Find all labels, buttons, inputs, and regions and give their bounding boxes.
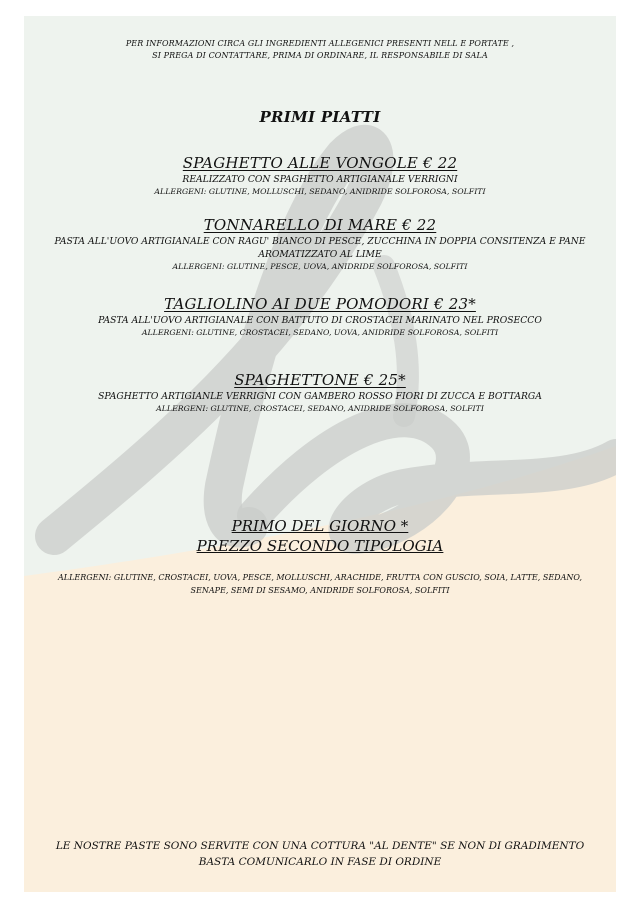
footer-line-2: BASTA COMUNICARLO IN FASE DI ORDINE — [198, 856, 442, 868]
menu-content — [24, 16, 616, 892]
dish-allergens: ALLERGENI: GLUTINE, MOLLUSCHI, SEDANO, ANIDRIDE SOLFOROSA, SOLFITI — [154, 187, 486, 196]
section-title: PRIMI PIATTI — [259, 108, 381, 126]
primo-del-giorno-allergens — [24, 571, 616, 597]
dish-name: TAGLIOLINO AI DUE POMODORI € 23* — [164, 295, 476, 313]
dish-name: SPAGHETTO ALLE VONGOLE € 22 — [182, 154, 458, 172]
notice-line-1: PER INFORMAZIONI CIRCA GLI INGREDIENTI ALLEGENICI PRESENTI NELL E PORTATE , — [125, 39, 515, 48]
dish-allergens: ALLERGENI: GLUTINE, CROSTACEI, SEDANO, ANIDRIDE SOLFOROSA, SOLFITI — [156, 404, 484, 413]
notice-line-2: SI PREGA DI CONTATTARE, PRIMA DI ORDINARE, IL RESPONSABILE DI SALA — [152, 51, 488, 60]
dish-allergens: ALLERGENI: GLUTINE, PESCE, UOVA, ANIDRIDE SOLFOROSA, SOLFITI — [172, 262, 468, 271]
primo-del-giorno-price: PREZZO SECONDO TIPOLOGIA — [196, 537, 444, 555]
primo-del-giorno — [24, 516, 616, 556]
allergens-line-1: ALLERGENI: GLUTINE, CROSTACEI, UOVA, PESCE, MOLLUSCHI, ARACHIDE, FRUTTA CON GUSCIO, SOIA, LATTE, SEDANO, — [58, 573, 582, 582]
dish-description: PASTA ALL'UOVO ARTIGIANALE CON RAGU' BIANCO DI PESCE, ZUCCHINA IN DOPPIA CONSITENZA E PANE — [54, 236, 586, 247]
dish-item — [24, 215, 616, 273]
dish-description: AROMATIZZATO AL LIME — [258, 249, 382, 260]
allergen-notice — [24, 38, 616, 62]
footer-line-1: LE NOSTRE PASTE SONO SERVITE CON UNA COTTURA "AL DENTE" SE NON DI GRADIMENTO — [55, 840, 585, 852]
menu-page — [24, 16, 616, 892]
dish-allergens: ALLERGENI: GLUTINE, CROSTACEI, SEDANO, UOVA, ANIDRIDE SOLFOROSA, SOLFITI — [141, 328, 499, 337]
dish-name: SPAGHETTONE € 25* — [234, 371, 406, 389]
footer-note — [24, 838, 616, 870]
dish-item — [24, 153, 616, 198]
dish-description: SPAGHETTO ARTIGIANLE VERRIGNI CON GAMBERO ROSSO FIORI DI ZUCCA E BOTTARGA — [98, 391, 542, 402]
primo-del-giorno-title: PRIMO DEL GIORNO * — [231, 517, 409, 535]
dish-name: TONNARELLO DI MARE € 22 — [203, 216, 437, 234]
dish-description: PASTA ALL'UOVO ARTIGIANALE CON BATTUTO DI CROSTACEI MARINATO NEL PROSECCO — [98, 315, 542, 326]
dish-description: REALIZZATO CON SPAGHETTO ARTIGIANALE VERRIGNI — [182, 174, 458, 185]
allergens-line-2: SENAPE, SEMI DI SESAMO, ANIDRIDE SOLFOROSA, SOLFITI — [190, 586, 450, 595]
dish-item — [24, 294, 616, 339]
dish-item — [24, 370, 616, 415]
